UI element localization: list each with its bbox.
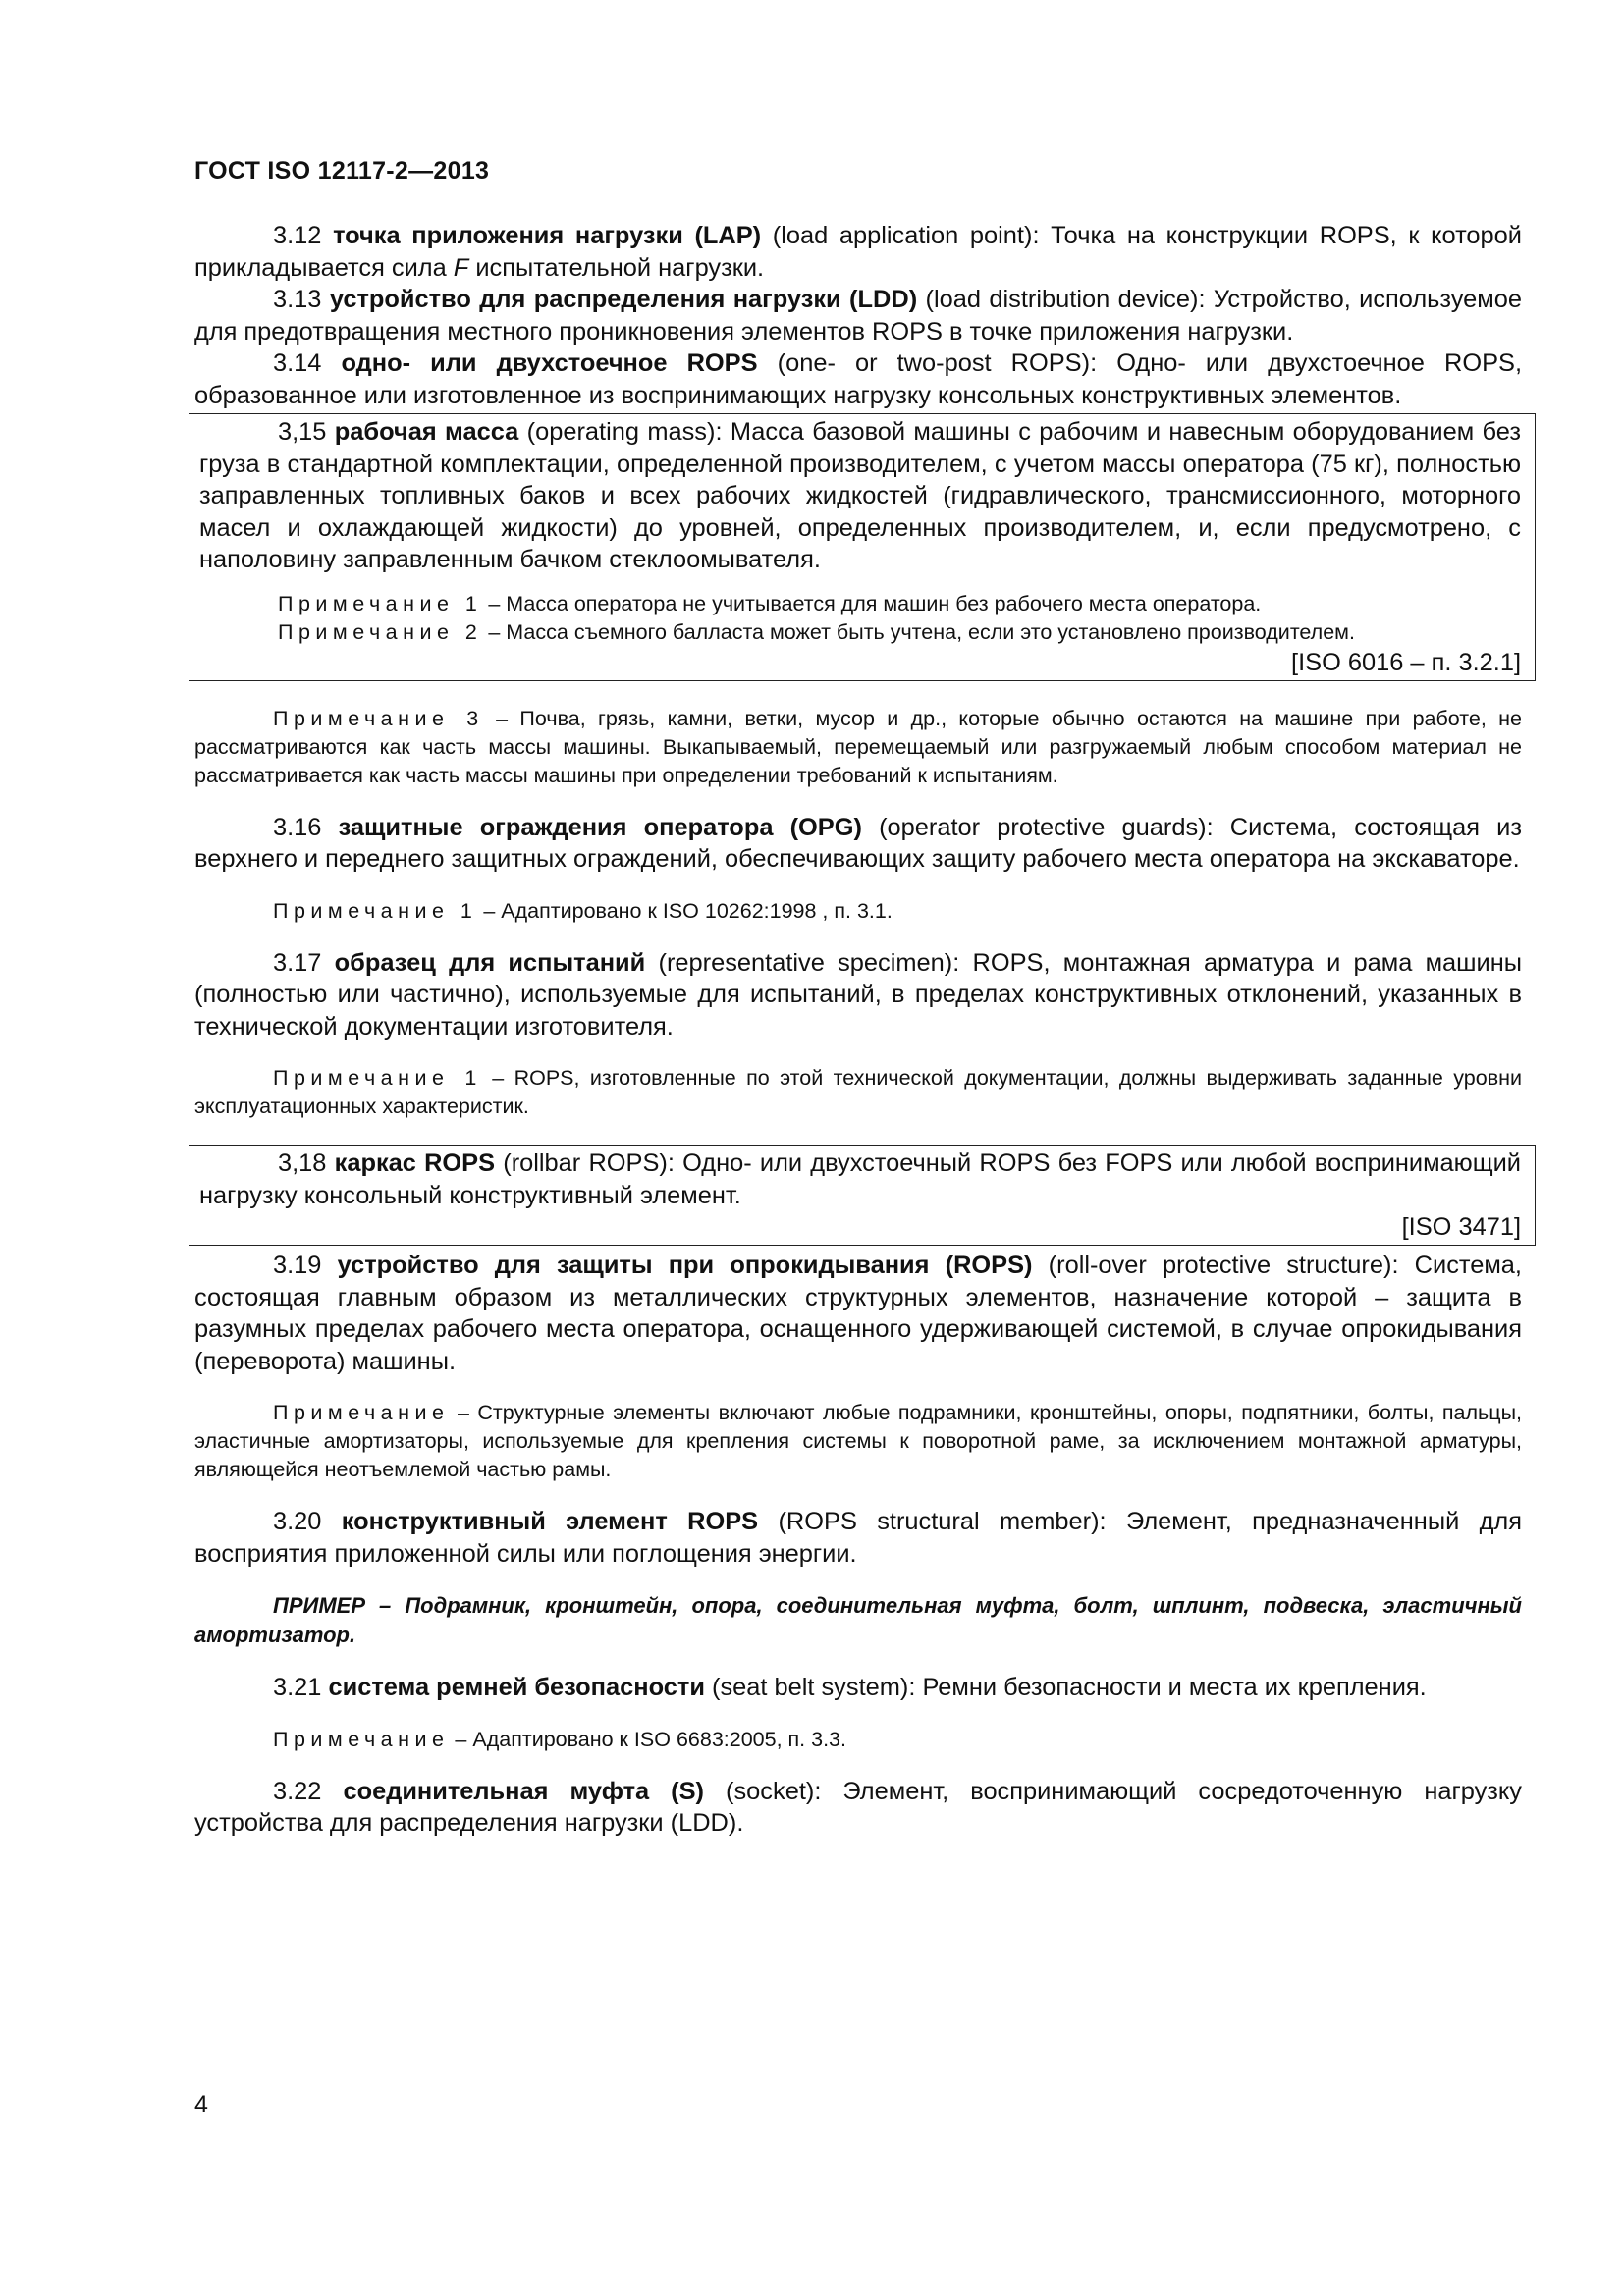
term: защитные ограждения оператора (OPG) [338, 813, 862, 841]
note: Примечание 1 – ROPS, изготовленные по этой технической документации, должны выдерживать заданные уровни эксплуатационных характеристик. [194, 1066, 1522, 1118]
term: устройство для распределения нагрузки (LDD) [329, 286, 918, 313]
term: устройство для защиты при опрокидывания (ROPS) [337, 1252, 1033, 1279]
term: образец для испытаний [334, 948, 646, 977]
clause-3-22: 3.22 соединительная муфта (S) (socket): Элемент, воспринимающий сосредоточенную нагрузку устройства для распределения нагрузки (LDD). [194, 1777, 1522, 1837]
example: ПРИМЕР – Подрамник, кронштейн, опора, соединительная муфта, болт, шплинт, подвеска, эластичный амортизатор. [194, 1593, 1522, 1647]
document-header: ГОСТ ISO 12117-2—2013 [194, 157, 490, 185]
note: Примечание 1 – Адаптировано к ISO 10262:1998 , п. 3.1. [273, 898, 893, 923]
clause-3-16: 3.16 защитные ограждения оператора (OPG) (operator protective guards): Система, состоящая из верхнего и переднего защитных ограждений, обеспечивающих защиту рабочего места оператора на экскаваторе. [194, 813, 1523, 873]
term: система ремней безопасности [328, 1674, 705, 1701]
page-content [194, 147, 1522, 1840]
clause-3-14: 3.14 одно- или двухстоечное ROPS (one- or two-post ROPS): Одно- или двухстоечное ROPS, образованное или изготовленное из воспринимающих нагрузку консольных конструктивных элементов. [194, 349, 1522, 409]
clause-3-18-box [189, 1145, 1536, 1246]
clause-3-17: 3.17 образец для испытаний (representative specimen): ROPS, монтажная арматура и рама машины (полностью или частично), используемые для испытаний, в пределах конструктивных отклонений, указанных в технической документации изготовителя. [194, 948, 1522, 1041]
term: рабочая масса [334, 418, 519, 446]
page-number: 4 [194, 2091, 208, 2118]
term: одно- или двухстоечное ROPS [341, 349, 758, 377]
term: конструктивный элемент ROPS [341, 1508, 759, 1535]
term: каркас ROPS [334, 1149, 496, 1177]
clause-3-15-box [189, 413, 1536, 681]
source-reference: [ISO 6016 – п. 3.2.1] [1291, 648, 1521, 676]
term: соединительная муфта (S) [343, 1777, 705, 1805]
clause-3-13: 3.13 устройство для распределения нагрузки (LDD) (load distribution device): Устройство, используемое для предотвращения местного проникновения элементов ROPS в точке приложения нагрузки. [194, 286, 1522, 346]
note: Примечание 2 – Масса съемного балласта может быть учтена, если это установлено производителем. [278, 619, 1355, 644]
clause-3-15: 3,15 рабочая масса (operating mass): Масса базовой машины с рабочим и навесным оборудованием без груза в стандартной комплектации, определенной производителем, с учетом массы оператора (75 кг), полностью заправленных топливных баков и всех рабочих жидкостей (гидравлического, трансмиссионного, моторного масел и охлаждающей жидкости) до уровней, определенных производителем, и, если предусмотрено, с наполовину заправленным бачком стеклоомывателя. [199, 418, 1521, 573]
clause-3-20: 3.20 конструктивный элемент ROPS (ROPS structural member): Элемент, предназначенный для восприятия приложенной силы или поглощения энергии. [194, 1508, 1522, 1568]
clause-3-12: 3.12 точка приложения нагрузки (LAP) (load application point): Точка на конструкции ROPS, к которой прикладывается сила F испытательной нагрузки. [194, 222, 1522, 282]
term: точка приложения нагрузки (LAP) [333, 222, 762, 249]
clause-3-21: 3.21 система ремней безопасности (seat belt system): Ремни безопасности и места их крепления. [273, 1674, 1427, 1701]
source-reference: [ISO 3471] [1401, 1213, 1521, 1241]
clause-3-19: 3.19 устройство для защиты при опрокидывания (ROPS) (roll-over protective structure): Система, состоящая главным образом из металлических структурных элементов, назначение которой – защита в разумных пределах рабочего места оператора, оснащенного удерживающей системой, в случае опрокидывания (переворота) машины. [194, 1252, 1522, 1375]
note: Примечание 3 – Почва, грязь, камни, ветки, мусор и др., которые обычно остаются на машине при работе, не рассматриваются как часть массы машины. Выкапываемый, перемещаемый или разгружаемый любым способом материал не рассматривается как часть массы машины при определении требований к испытаниям. [194, 706, 1523, 787]
clause-3-18: 3,18 каркас ROPS (rollbar ROPS): Одно- или двухстоечный ROPS без FOPS или любой воспринимающий нагрузку консольный конструктивный элемент. [199, 1149, 1521, 1209]
note: Примечание – Структурные элементы включают любые подрамники, кронштейны, опоры, подпятники, болты, пальцы, эластичные амортизаторы, используемые для крепления системы к поворотной раме, за исключением монтажной арматуры, являющейся неотъемлемой частью рамы. [194, 1401, 1522, 1481]
note: Примечание – Адаптировано к ISO 6683:2005, п. 3.3. [273, 1727, 846, 1751]
note: Примечание 1 – Масса оператора не учитывается для машин без рабочего места оператора. [278, 591, 1262, 615]
